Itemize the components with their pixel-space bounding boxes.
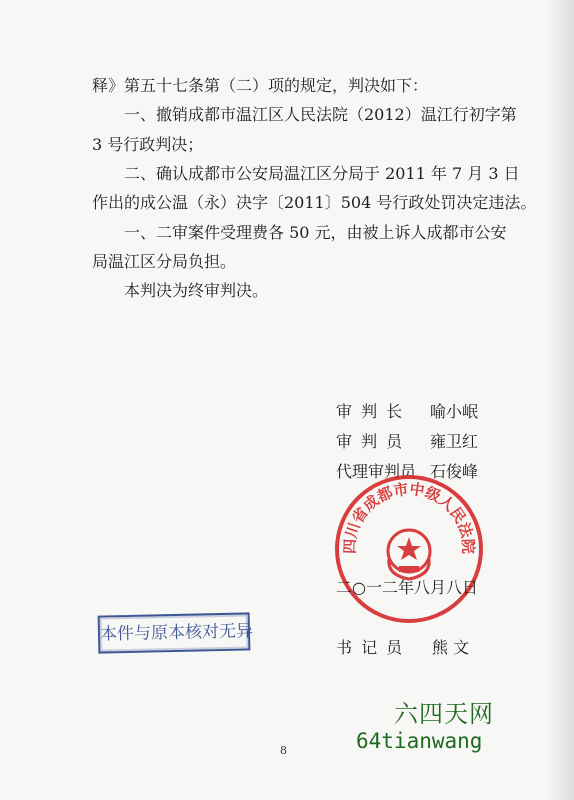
paragraph-item-1-line-1: 一、撤销成都市温江区人民法院（2012）温江行初字第 xyxy=(124,105,517,124)
national-emblem-icon xyxy=(388,530,430,579)
signature-role: 代理审判员 xyxy=(336,462,417,481)
signature-clerk xyxy=(336,638,469,658)
copy-verification-stamp: 本件与原本核对无异 xyxy=(98,612,251,653)
scan-edge-shadow xyxy=(548,0,574,800)
signature-role: 审 判 员 xyxy=(336,432,405,451)
signature-judge xyxy=(336,432,478,452)
paragraph-fees-line-1: 一、二审案件受理费各 50 元，由被上诉人成都市公安 xyxy=(124,223,507,242)
signature-name: 熊 文 xyxy=(432,638,470,657)
paragraph-item-2-line-1: 二、确认成都市公安局温江区分局于 2011 年 7 月 3 日 xyxy=(124,164,520,183)
signature-role: 审 判 长 xyxy=(336,402,405,421)
paragraph-item-1-line-2: 3 号行政判决； xyxy=(92,135,204,154)
page-number: 8 xyxy=(280,744,287,757)
judgment-date: 二○一二年八月八日 xyxy=(336,578,478,597)
signature-name: 雍卫红 xyxy=(430,432,479,451)
signature-role: 书 记 员 xyxy=(336,638,405,657)
signature-presiding-judge xyxy=(336,402,478,422)
seal-text: 四川省成都市中级人民法院 xyxy=(340,480,478,555)
paragraph-final-judgment: 本判决为终审判决。 xyxy=(124,281,269,300)
court-seal xyxy=(331,471,487,627)
watermark-latin: 64tianwang xyxy=(356,729,483,753)
watermark-chinese: 六四天网 xyxy=(394,700,494,728)
site-watermark xyxy=(356,700,494,754)
paragraph-legal-basis: 释》第五十七条第（二）项的规定，判决如下： xyxy=(92,76,429,95)
paragraph-fees-line-2: 局温江区分局负担。 xyxy=(92,252,237,271)
paragraph-item-2-line-2: 作出的成公温（永）决字〔2011〕504 号行政处罚决定违法。 xyxy=(92,193,537,212)
signature-name: 石俊峰 xyxy=(430,462,479,481)
signature-name: 喻小岷 xyxy=(430,402,479,421)
